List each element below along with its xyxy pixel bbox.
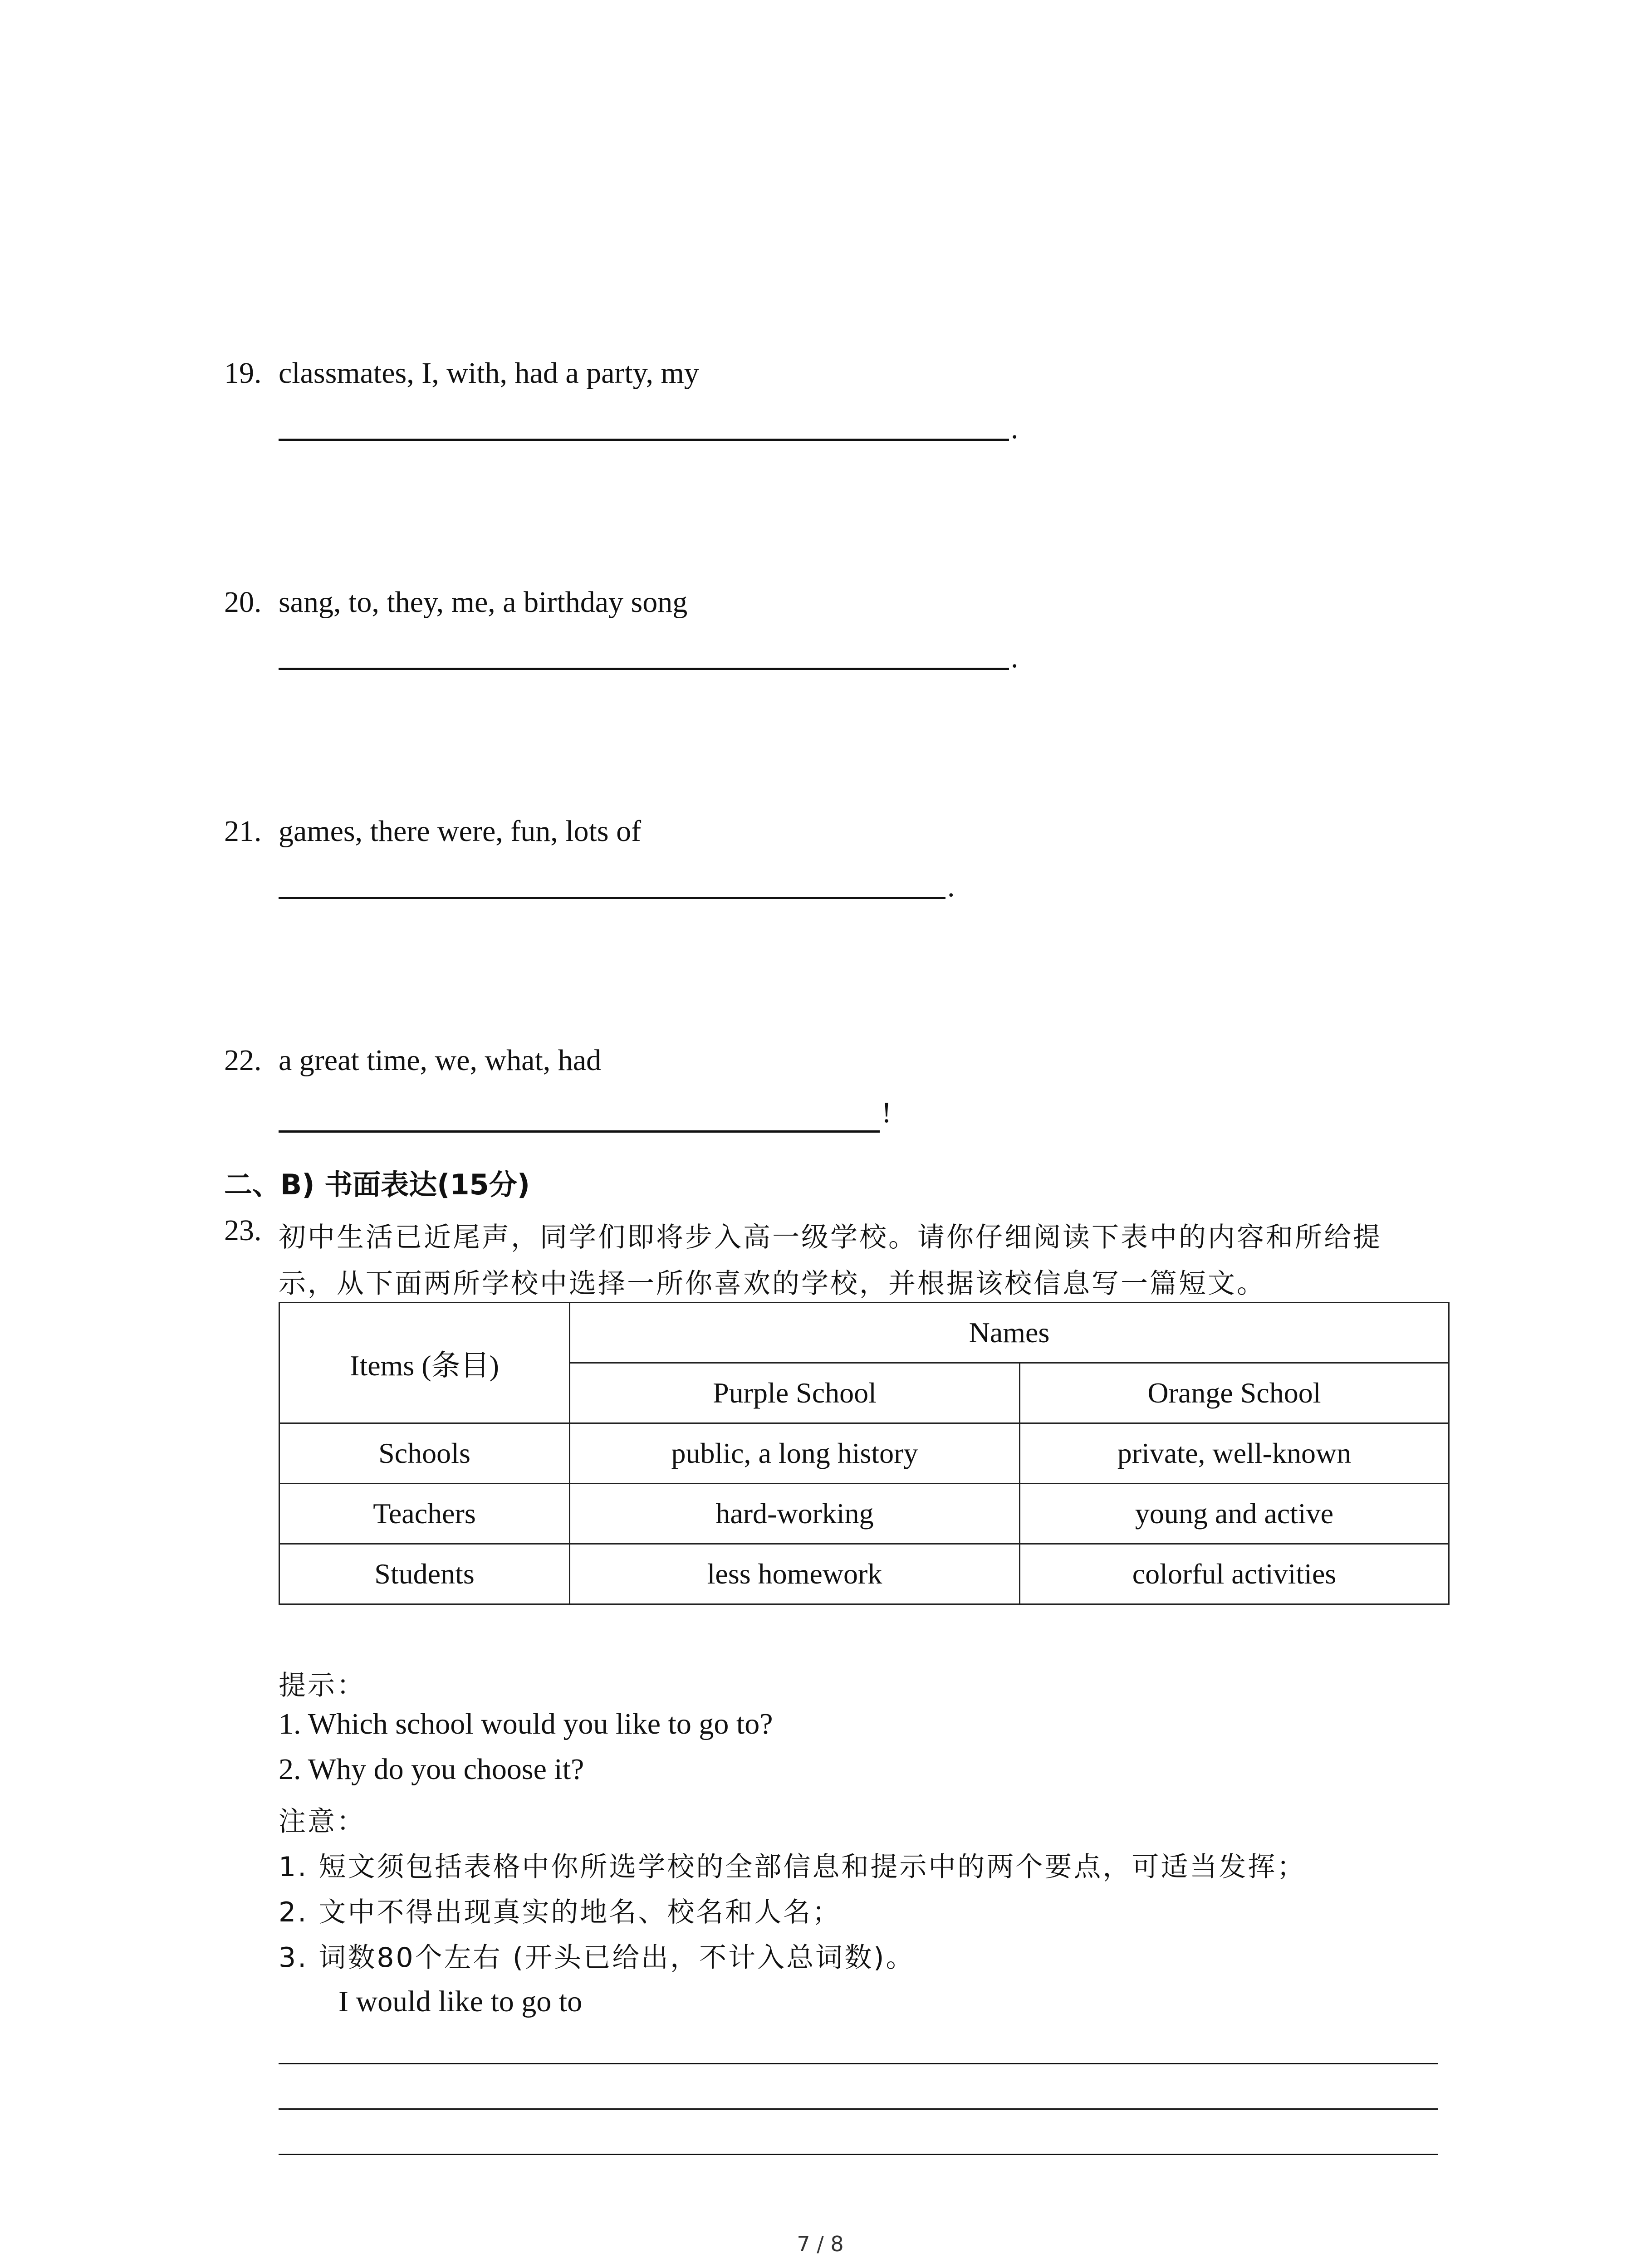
answer-blank[interactable] bbox=[279, 439, 1009, 441]
writing-line[interactable] bbox=[279, 2108, 1438, 2110]
purple-cell: less homework bbox=[570, 1544, 1020, 1604]
row-label: Schools bbox=[279, 1423, 570, 1484]
table-row bbox=[279, 1484, 1449, 1544]
orange-cell: young and active bbox=[1020, 1484, 1449, 1544]
question-number: 19. bbox=[224, 357, 262, 390]
question-number: 21. bbox=[224, 815, 262, 848]
hint-item: 1. Which school would you like to go to? bbox=[279, 1707, 773, 1740]
answer-blank[interactable] bbox=[279, 668, 1009, 670]
question-prompt: a great time, we, what, had bbox=[279, 1044, 602, 1077]
end-punctuation: . bbox=[1011, 412, 1019, 445]
school-info-table bbox=[279, 1302, 1450, 1605]
question-number: 22. bbox=[224, 1044, 262, 1077]
purple-school-header: Purple School bbox=[570, 1363, 1020, 1423]
question-prompt: games, there were, fun, lots of bbox=[279, 815, 642, 848]
purple-cell: public, a long history bbox=[570, 1423, 1020, 1484]
answer-blank[interactable] bbox=[279, 897, 945, 899]
question-prompt: sang, to, they, me, a birthday song bbox=[279, 586, 688, 619]
question-instruction-line: 初中生活已近尾声，同学们即将步入高一级学校。请你仔细阅读下表中的内容和所给提 bbox=[279, 1222, 1382, 1253]
essay-opening: I would like to go to bbox=[338, 1985, 583, 2018]
writing-line[interactable] bbox=[279, 2063, 1438, 2064]
purple-cell: hard-working bbox=[570, 1484, 1020, 1544]
question-instruction-line: 示，从下面两所学校中选择一所你喜欢的学校，并根据该校信息写一篇短文。 bbox=[279, 1268, 1266, 1300]
notes-label: 注意： bbox=[279, 1806, 366, 1838]
end-punctuation: ! bbox=[882, 1096, 892, 1129]
section-title: 二、B) 书面表达(15分) bbox=[224, 1168, 530, 1201]
question-number: 23. bbox=[224, 1214, 262, 1247]
note-item: 3. 词数80个左右 (开头已给出，不计入总词数)。 bbox=[279, 1942, 915, 1974]
orange-cell: colorful activities bbox=[1020, 1544, 1449, 1604]
table-row bbox=[279, 1423, 1449, 1484]
question-number: 20. bbox=[224, 586, 262, 619]
writing-line[interactable] bbox=[279, 2154, 1438, 2155]
table-row bbox=[279, 1544, 1449, 1604]
hints-label: 提示： bbox=[279, 1670, 366, 1701]
end-punctuation: . bbox=[947, 870, 955, 903]
items-header: Items (条目) bbox=[279, 1303, 570, 1423]
orange-school-header: Orange School bbox=[1020, 1363, 1449, 1423]
end-punctuation: . bbox=[1011, 641, 1019, 674]
row-label: Students bbox=[279, 1544, 570, 1604]
question-prompt: classmates, I, with, had a party, my bbox=[279, 357, 699, 390]
hint-item: 2. Why do you choose it? bbox=[279, 1753, 584, 1786]
row-label: Teachers bbox=[279, 1484, 570, 1544]
page-number: 7 / 8 bbox=[797, 2232, 844, 2256]
note-item: 2. 文中不得出现真实的地名、校名和人名； bbox=[279, 1897, 842, 1928]
orange-cell: private, well-known bbox=[1020, 1423, 1449, 1484]
answer-blank[interactable] bbox=[279, 1130, 880, 1133]
note-item: 1. 短文须包括表格中你所选学校的全部信息和提示中的两个要点，可适当发挥； bbox=[279, 1851, 1306, 1883]
names-header: Names bbox=[570, 1303, 1449, 1363]
